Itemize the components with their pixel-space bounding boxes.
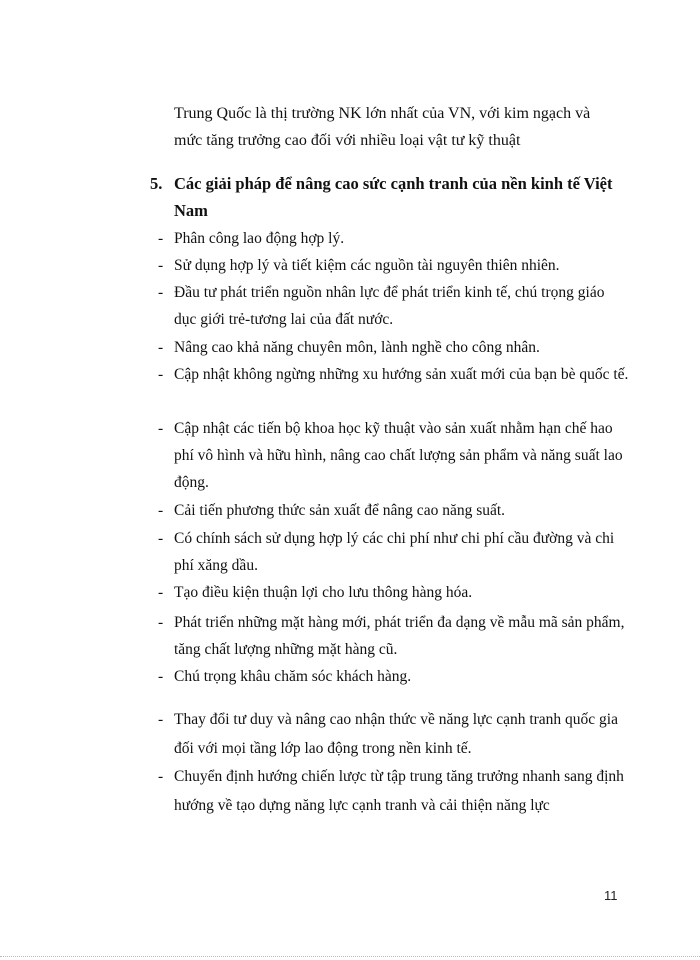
intro-paragraph [174, 100, 634, 154]
bullet-dash: - [158, 257, 164, 274]
list-item-text: Có chính sách sử dụng hợp lý các chi phí như chi phí cầu đường và chi phí xăng dầu. [174, 530, 615, 574]
bullet-dash: - [158, 614, 164, 631]
bullet-dash: - [158, 502, 164, 519]
list-item-text: Cập nhật các tiến bộ khoa học kỹ thuật vào sản xuất nhằm hạn chế hao phí vô hình và hữu hình, nâng cao chất lượng sản phẩm và năng suất lao động. [174, 420, 623, 491]
list-item-text: Đầu tư phát triển nguồn nhân lực để phát triển kinh tế, chú trọng giáo dục giới trẻ-tương lai của đất nước. [174, 284, 605, 328]
bullet-dash: - [158, 284, 164, 301]
bullet-dash: - [158, 230, 164, 247]
bullet-dash: - [158, 711, 164, 728]
intro-line: mức tăng trưởng cao đối với nhiều loại vật tư kỹ thuật [174, 132, 521, 149]
list-item-text: Phân công lao động hợp lý. [174, 230, 345, 247]
bullet-dash: - [158, 768, 164, 785]
page-number: 11 [604, 888, 618, 903]
list-item-text: Cải tiến phương thức sản xuất để nâng cao năng suất. [174, 502, 506, 519]
bullet-dash: - [158, 668, 164, 685]
list-item-text: Sử dụng hợp lý và tiết kiệm các nguồn tài nguyên thiên nhiên. [174, 257, 560, 274]
bullet-dash: - [158, 530, 164, 547]
list-item-text: Chú trọng khâu chăm sóc khách hàng. [174, 668, 412, 685]
list-item-text: Chuyển định hướng chiến lược từ tập trung tăng trưởng nhanh sang định hướng về tạo dựng năng lực cạnh tranh và cải thiện năng lực [174, 768, 624, 814]
list-item-text: Phát triển những mặt hàng mới, phát triển đa dạng về mẫu mã sản phẩm, tăng chất lượng những mặt hàng cũ. [174, 614, 625, 658]
list-item-text: Cập nhật không ngừng những xu hướng sản xuất mới của bạn bè quốc tế. [174, 366, 629, 383]
intro-line: Trung Quốc là thị trường NK lớn nhất của VN, với kim ngạch và [174, 105, 591, 122]
section-title: Các giải pháp để nâng cao sức cạnh tranh của nền kinh tế Việt Nam [174, 174, 613, 220]
list-item-text: Nâng cao khả năng chuyên môn, lành nghề cho công nhân. [174, 339, 540, 356]
list-item-text: Tạo điều kiện thuận lợi cho lưu thông hàng hóa. [174, 584, 473, 601]
bullet-dash: - [158, 339, 164, 356]
section-number: 5. [150, 174, 163, 193]
page-bottom-rule [0, 956, 700, 957]
list-item-text: Thay đổi tư duy và nâng cao nhận thức về năng lực cạnh tranh quốc gia đối với mọi tầng lớp lao động trong nền kinh tế. [174, 711, 618, 757]
bullet-dash: - [158, 584, 164, 601]
bullet-dash: - [158, 366, 164, 383]
bullet-dash: - [158, 420, 164, 437]
